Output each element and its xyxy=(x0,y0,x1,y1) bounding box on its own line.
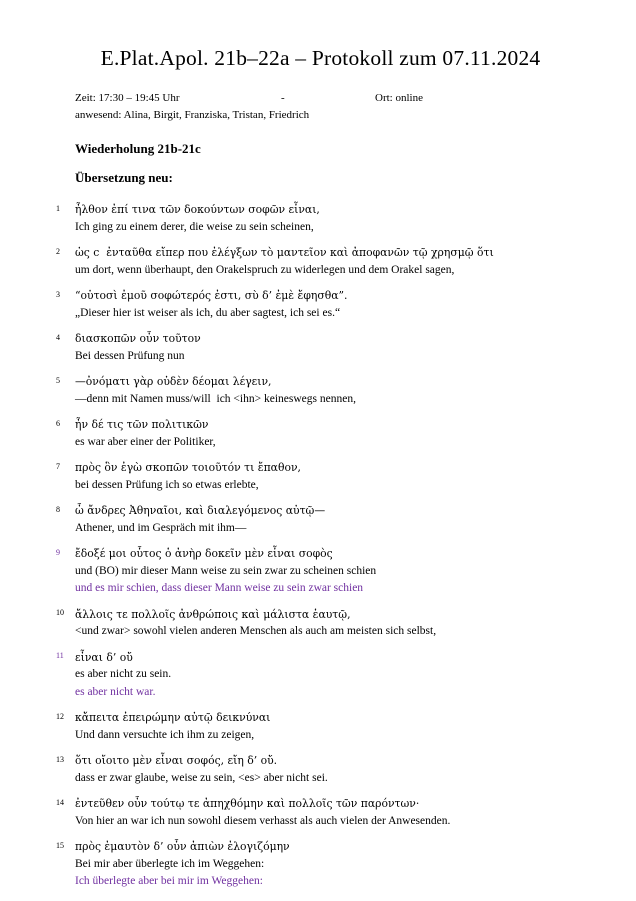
entry-german-translation: um dort, wenn überhaupt, den Orakelspruch zu widerlegen und dem Orakel sagen, xyxy=(75,263,455,276)
meta-ort: Ort: online xyxy=(375,92,423,104)
translation-entry xyxy=(56,459,566,494)
entry-greek-text: πρὸς ὃν ἐγὼ σκοπῶν τοιοῦτόν τι ἔπαθον, xyxy=(75,461,301,474)
entry-german-translation: bei dessen Prüfung ich so etwas erlebte, xyxy=(75,478,259,491)
entry-number: 15 xyxy=(56,840,64,850)
entry-number: 7 xyxy=(56,461,60,471)
entry-number: 14 xyxy=(56,797,64,807)
translation-entry xyxy=(56,795,566,830)
translation-entry xyxy=(56,709,566,744)
entry-german-translation: Athener, und im Gespräch mit ihm— xyxy=(75,521,247,534)
meta-row xyxy=(75,90,566,107)
entry-greek-text: “οὑτοσὶ ἐμοῦ σοφώτερός ἐστι, σὺ δ’ ἐμὲ ἔφησθα”. xyxy=(75,289,348,302)
entry-german-translation: es aber nicht zu sein. xyxy=(75,668,172,680)
entry-german-translation: —denn mit Namen muss/will ich <ihn> keineswegs nennen, xyxy=(75,392,356,405)
entry-number: 9 xyxy=(56,547,60,557)
entry-number: 10 xyxy=(56,608,64,617)
entry-german-alt-translation: und es mir schien, dass dieser Mann weise zu sein zwar schien xyxy=(75,582,364,594)
meta-block xyxy=(75,90,566,124)
section-heading-uebersetzung: Übersetzung neu: xyxy=(75,170,173,185)
entry-number: 8 xyxy=(56,504,60,514)
meta-anwesend: anwesend: Alina, Birgit, Franziska, Tristan, Friedrich xyxy=(75,109,310,121)
translation-entry xyxy=(56,649,566,702)
entry-german-alt-translation: Ich überlegte aber bei mir im Weggehen: xyxy=(75,875,263,887)
translation-entry xyxy=(56,502,566,537)
translation-entry xyxy=(56,201,566,236)
entry-number: 1 xyxy=(56,203,60,213)
translation-entry xyxy=(56,606,566,641)
entry-number: 4 xyxy=(56,332,60,342)
entry-german-translation: dass er zwar glaube, weise zu sein, <es> aber nicht sei. xyxy=(75,771,328,784)
entry-german-translation: Von hier an war ich nun sowohl diesem verhasst als auch vielen der Anwesenden. xyxy=(75,814,451,827)
entry-number: 3 xyxy=(56,289,60,299)
entry-greek-text: ὦ ἄνδρες Ἀθηναῖοι, καὶ διαλεγόμενος αὐτῷ— xyxy=(75,504,326,517)
entry-greek-text: ἦν δέ τις τῶν πολιτικῶν xyxy=(75,418,209,431)
entry-greek-text: ἔδοξέ μοι οὗτος ὁ ἀνὴρ δοκεῖν μὲν εἶναι σοφὸς xyxy=(75,547,333,560)
entry-greek-text: ἦλθον ἐπί τινα τῶν δοκούντων σοφῶν εἶναι, xyxy=(75,203,320,216)
entry-greek-text: ἄλλοις τε πολλοῖς ἀνθρώποις καὶ μάλιστα ἑαυτῷ, xyxy=(75,607,351,621)
translation-entry xyxy=(56,373,566,408)
entry-german-translation: „Dieser hier ist weiser als ich, du aber sagtest, ich sei es.“ xyxy=(75,306,341,319)
entry-greek-text: διασκοπῶν οὖν τοῦτον xyxy=(75,332,201,345)
entry-german-translation: Und dann versuchte ich ihm zu zeigen, xyxy=(75,728,255,741)
translation-entry xyxy=(56,287,566,322)
entry-german-translation: Ich ging zu einem derer, die weise zu sein scheinen, xyxy=(75,220,314,233)
entry-number: 5 xyxy=(56,375,60,385)
entry-german-translation: Bei mir aber überlegte ich im Weggehen: xyxy=(75,857,265,870)
translation-entry xyxy=(56,330,566,365)
entry-greek-text: ἐντεῦθεν οὖν τούτῳ τε ἀπηχθόμην καὶ πολλοῖς τῶν παρόντων· xyxy=(75,797,420,810)
entry-number: 13 xyxy=(56,754,64,764)
entry-greek-text: κἄπειτα ἐπειρώμην αὐτῷ δεικνύναι xyxy=(75,711,271,724)
section-heading-wiederholung: Wiederholung 21b-21c xyxy=(75,141,201,156)
translation-entry xyxy=(56,838,566,891)
entry-number: 2 xyxy=(56,246,60,256)
translation-entry xyxy=(56,416,566,451)
translation-list xyxy=(56,201,566,891)
entry-german-translation: <und zwar> sowohl vielen anderen Menschen als auch am meisten sich selbst, xyxy=(75,625,437,637)
entry-number: 6 xyxy=(56,418,60,428)
document-title: E.Plat.Apol. 21b–22a – Protokoll zum 07.11.2024 xyxy=(100,46,541,70)
meta-zeit: Zeit: 17:30 – 19:45 Uhr xyxy=(75,92,180,104)
entry-number: 11 xyxy=(56,651,64,660)
meta-separator: - xyxy=(281,92,285,104)
entry-greek-text: —ὀνόματι γὰρ οὐδὲν δέομαι λέγειν, xyxy=(75,375,272,388)
entry-german-translation: Bei dessen Prüfung nun xyxy=(75,349,185,362)
entry-greek-text: ὅτι οἴοιτο μὲν εἶναι σοφός, εἴη δ’ οὔ. xyxy=(75,754,278,767)
entry-greek-text: πρὸς ἐμαυτὸν δ’ οὖν ἀπιὼν ἐλογιζόμην xyxy=(75,840,290,853)
entry-number: 12 xyxy=(56,711,64,721)
translation-entry xyxy=(56,244,566,279)
entry-greek-text: εἶναι δ’ οὔ xyxy=(75,650,133,664)
translation-entry xyxy=(56,545,566,598)
entry-german-translation: es war aber einer der Politiker, xyxy=(75,435,216,448)
entry-german-translation: und (BO) mir dieser Mann weise zu sein zwar zu scheinen schien xyxy=(75,564,377,577)
entry-greek-text: ὡς c ἐνταῦθα εἴπερ που ἐλέγξων τὸ μαντεῖον καὶ ἀποφανῶν τῷ χρησμῷ ὅτι xyxy=(75,246,494,259)
entry-german-alt-translation: es aber nicht war. xyxy=(75,685,156,698)
translation-entry xyxy=(56,752,566,787)
